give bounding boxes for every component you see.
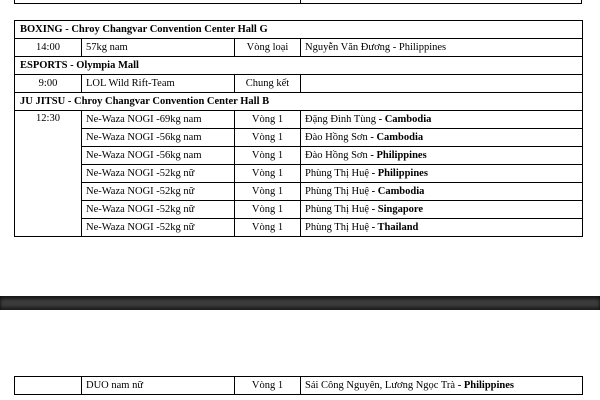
event-cell: Ne-Waza NOGI -52kg nữ bbox=[82, 165, 235, 183]
athlete-cell bbox=[301, 165, 583, 183]
stage-cell: Vòng 1 bbox=[235, 183, 301, 201]
stage-cell: Vòng 1 bbox=[235, 201, 301, 219]
athlete-country: - Singapore bbox=[368, 204, 424, 215]
table-row bbox=[15, 75, 583, 93]
athlete-cell bbox=[301, 75, 583, 93]
table-row bbox=[15, 147, 583, 165]
athlete-cell bbox=[301, 39, 583, 57]
section-sport: ESPORTS bbox=[20, 60, 68, 71]
stage-cell: Vòng loại bbox=[235, 39, 301, 57]
athlete-cell bbox=[301, 201, 583, 219]
time-cell: 14:00 bbox=[15, 39, 82, 57]
section-header-esports bbox=[15, 57, 583, 75]
stage-cell: Vòng 1 bbox=[235, 377, 301, 395]
athlete-name: Phùng Thị Huệ bbox=[305, 222, 369, 233]
table-row bbox=[15, 201, 583, 219]
athlete-name: Phùng Thị Huệ bbox=[305, 168, 369, 179]
athlete-cell bbox=[301, 147, 583, 165]
athlete-name: Đào Hồng Sơn bbox=[305, 150, 368, 161]
schedule-table-bottom bbox=[14, 376, 583, 395]
athlete-cell bbox=[301, 129, 583, 147]
event-cell: LOL Wild Rift-Team bbox=[82, 75, 235, 93]
athlete-country: - Cambodia bbox=[368, 186, 425, 197]
table-row bbox=[15, 39, 583, 57]
athlete-name: Đặng Đình Tùng bbox=[305, 114, 376, 125]
athlete-cell bbox=[301, 219, 583, 237]
event-cell: Ne-Waza NOGI -56kg nam bbox=[82, 147, 235, 165]
athlete-name: Đào Hồng Sơn bbox=[305, 132, 368, 143]
athlete-country: - Philippines bbox=[455, 380, 515, 391]
athlete-country: - Cambodia bbox=[367, 132, 424, 143]
section-sport: JU JITSU bbox=[20, 96, 66, 107]
section-venue: - Chroy Changvar Convention Center Hall G bbox=[62, 24, 268, 35]
event-cell: 57kg nam bbox=[82, 39, 235, 57]
section-header-jujitsu bbox=[15, 93, 583, 111]
event-cell: Ne-Waza NOGI -52kg nữ bbox=[82, 219, 235, 237]
athlete-country: - Thailand bbox=[368, 222, 419, 233]
event-cell: Ne-Waza NOGI -56kg nam bbox=[82, 129, 235, 147]
document-page-2 bbox=[0, 310, 600, 400]
athlete-country: - Cambodia bbox=[375, 114, 432, 125]
section-sport: BOXING bbox=[20, 24, 63, 35]
table-row bbox=[15, 165, 583, 183]
athlete-cell bbox=[301, 377, 583, 395]
section-venue: - Chroy Changvar Convention Center Hall B bbox=[65, 96, 270, 107]
athlete-country: - Philippines bbox=[368, 168, 428, 179]
stage-cell: Vòng 1 bbox=[235, 219, 301, 237]
table-row bbox=[15, 377, 583, 395]
event-cell: DUO nam nữ bbox=[82, 377, 235, 395]
athlete-cell bbox=[301, 111, 583, 129]
table-row bbox=[15, 219, 583, 237]
athlete-country: - Philippines bbox=[367, 150, 427, 161]
event-cell: Ne-Waza NOGI -52kg nữ bbox=[82, 201, 235, 219]
event-cell: Ne-Waza NOGI -52kg nữ bbox=[82, 183, 235, 201]
table-row bbox=[15, 129, 583, 147]
stage-cell: Chung kết bbox=[235, 75, 301, 93]
athlete-cell bbox=[301, 183, 583, 201]
time-cell: 9:00 bbox=[15, 75, 82, 93]
time-cell: 12:30 bbox=[15, 111, 82, 237]
stage-cell: Vòng 1 bbox=[235, 147, 301, 165]
stage-cell: Vòng 1 bbox=[235, 165, 301, 183]
athlete-name: Phùng Thị Huệ bbox=[305, 204, 369, 215]
table-row bbox=[15, 183, 583, 201]
table-row-cut-off bbox=[14, 0, 582, 4]
section-header-boxing bbox=[15, 21, 583, 39]
table-row bbox=[15, 111, 583, 129]
athlete-name: Sái Công Nguyên, Lương Ngọc Trà bbox=[305, 380, 456, 391]
stage-cell: Vòng 1 bbox=[235, 129, 301, 147]
schedule-table-top bbox=[14, 20, 583, 237]
athlete-name: Nguyễn Văn Đương bbox=[305, 42, 391, 53]
section-venue: - Olympia Mall bbox=[67, 60, 139, 71]
event-cell: Ne-Waza NOGI -69kg nam bbox=[82, 111, 235, 129]
athlete-name: Phùng Thị Huệ bbox=[305, 186, 369, 197]
time-cell bbox=[15, 377, 82, 395]
page-break bbox=[0, 296, 600, 310]
athlete-country: - Philippines bbox=[390, 42, 447, 53]
stage-cell: Vòng 1 bbox=[235, 111, 301, 129]
